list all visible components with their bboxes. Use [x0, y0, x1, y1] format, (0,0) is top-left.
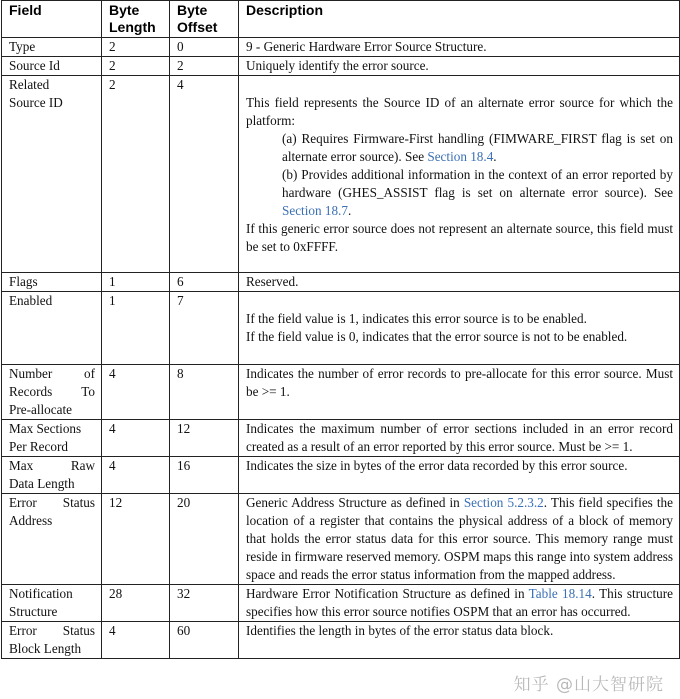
description-cell: Indicates the number of error records to pre-allocate for this error source. Must be >= 1.	[239, 365, 680, 420]
offset-cell: 32	[170, 585, 239, 622]
field-cell: Enabled	[2, 292, 102, 365]
field-line: Notification	[9, 586, 73, 601]
field-line: Max Raw	[9, 458, 95, 473]
length-cell: 2	[102, 76, 170, 273]
field-line: Number of	[9, 366, 95, 381]
field-line: Data Length	[9, 476, 75, 491]
offset-cell: 6	[170, 273, 239, 292]
field-cell: Source Id	[2, 57, 102, 76]
length-cell: 4	[102, 365, 170, 420]
header-field: Field	[2, 1, 102, 38]
description-cell	[239, 585, 680, 622]
watermark	[514, 670, 664, 695]
desc-text: . This structure specifies how this error source notifies OSPM that an error has occurred.	[246, 586, 674, 619]
enabled-value-1: If the field value is 1, indicates this error source is to be enabled.	[246, 311, 587, 326]
header-description: Description	[239, 1, 680, 38]
offset-cell: 12	[170, 420, 239, 457]
length-cell: 1	[102, 292, 170, 365]
field-line: Structure	[9, 604, 58, 619]
field-line: Error Status	[9, 495, 95, 510]
field-line: Block Length	[9, 641, 82, 656]
length-cell: 4	[102, 622, 170, 659]
desc-text: . This field specifies the location of a register that contains the physical address of a block of memory that holds the error status data for this error source. This memory range must reside in firmware reserved memory. OSPM maps this range into system address space and reads the error status information from the mapped address.	[246, 495, 673, 582]
header-byte-offset: Byte Offset	[170, 1, 239, 38]
offset-cell: 20	[170, 494, 239, 585]
table-header-row	[2, 1, 680, 38]
table-row-notification-structure	[2, 585, 680, 622]
generic-hardware-error-source-table	[1, 0, 680, 659]
table-row-max-raw-data-length	[2, 457, 680, 494]
field-cell	[2, 585, 102, 622]
option-b-end: .	[347, 203, 352, 218]
description-cell	[239, 76, 680, 273]
field-cell: Flags	[2, 273, 102, 292]
description-cell: Indicates the size in bytes of the error data recorded by this error source.	[239, 457, 680, 494]
table-row-source-id	[2, 57, 680, 76]
offset-cell: 8	[170, 365, 239, 420]
field-line: Max Sections	[9, 421, 82, 436]
option-b-text: (b) Provides additional information in the context of an error reported by hardware (GHES_ASSIST flag is set on alternate error source). See	[282, 167, 673, 200]
table-row-type	[2, 38, 680, 57]
length-cell: 28	[102, 585, 170, 622]
length-cell: 12	[102, 494, 170, 585]
field-line: Per Record	[9, 439, 68, 454]
field-line: Error Status	[9, 623, 95, 638]
length-cell: 4	[102, 457, 170, 494]
offset-cell: 16	[170, 457, 239, 494]
description-cell: Identifies the length in bytes of the error status data block.	[239, 622, 680, 659]
section-18-4-link[interactable]: Section 18.4	[427, 149, 494, 164]
enabled-value-0: If the field value is 0, indicates that the error source is not to be enabled.	[246, 329, 628, 344]
field-cell	[2, 76, 102, 273]
desc-text: Hardware Error Notification Structure as defined in	[246, 586, 529, 601]
offset-cell: 4	[170, 76, 239, 273]
related-option-a	[246, 130, 673, 166]
field-line: Related	[9, 77, 50, 92]
error-source-table-container	[1, 0, 679, 659]
related-intro: This field represents the Source ID of an alternate error source for which the platform:	[246, 95, 673, 128]
field-line: Records To	[9, 384, 95, 399]
table-18-14-link[interactable]: Table 18.14	[528, 586, 592, 601]
desc-text: Generic Address Structure as defined in	[246, 495, 464, 510]
field-cell	[2, 494, 102, 585]
related-fallback: If this generic error source does not represent an alternate source, this field must be set to 0xFFFF.	[246, 221, 673, 254]
table-row-flags	[2, 273, 680, 292]
field-cell: Type	[2, 38, 102, 57]
table-row-error-status-address	[2, 494, 680, 585]
offset-cell: 0	[170, 38, 239, 57]
description-cell: Reserved.	[239, 273, 680, 292]
description-cell: Uniquely identify the error source.	[239, 57, 680, 76]
table-row-error-status-block-length	[2, 622, 680, 659]
offset-cell: 2	[170, 57, 239, 76]
table-row-number-of-records	[2, 365, 680, 420]
watermark-text: 知乎 @山大智研院	[513, 675, 664, 695]
table-row-related-source-id	[2, 76, 680, 273]
length-cell: 2	[102, 38, 170, 57]
description-cell	[239, 494, 680, 585]
header-byte-length: Byte Length	[102, 1, 170, 38]
description-cell: Indicates the maximum number of error sections included in an error record created as a result of an error reported by this error source. Must be >= 1.	[239, 420, 680, 457]
offset-cell: 60	[170, 622, 239, 659]
field-cell	[2, 420, 102, 457]
field-cell	[2, 365, 102, 420]
length-cell: 4	[102, 420, 170, 457]
option-a-end: .	[493, 149, 497, 164]
section-5-2-3-2-link[interactable]: Section 5.2.3.2	[463, 495, 544, 510]
table-row-max-sections	[2, 420, 680, 457]
field-cell	[2, 457, 102, 494]
field-cell	[2, 622, 102, 659]
section-18-7-link[interactable]: Section 18.7	[282, 203, 348, 218]
length-cell: 2	[102, 57, 170, 76]
description-cell	[239, 292, 680, 365]
table-row-enabled	[2, 292, 680, 365]
description-cell: 9 - Generic Hardware Error Source Structure.	[239, 38, 680, 57]
length-cell: 1	[102, 273, 170, 292]
related-option-b	[246, 166, 673, 220]
field-line: Source ID	[9, 95, 63, 110]
option-a-text: (a) Requires Firmware-First handling (FIMWARE_FIRST flag is set on alternate error source). See	[282, 131, 673, 164]
offset-cell: 7	[170, 292, 239, 365]
field-line: Pre-allocate	[9, 402, 72, 417]
field-line: Address	[9, 513, 53, 528]
